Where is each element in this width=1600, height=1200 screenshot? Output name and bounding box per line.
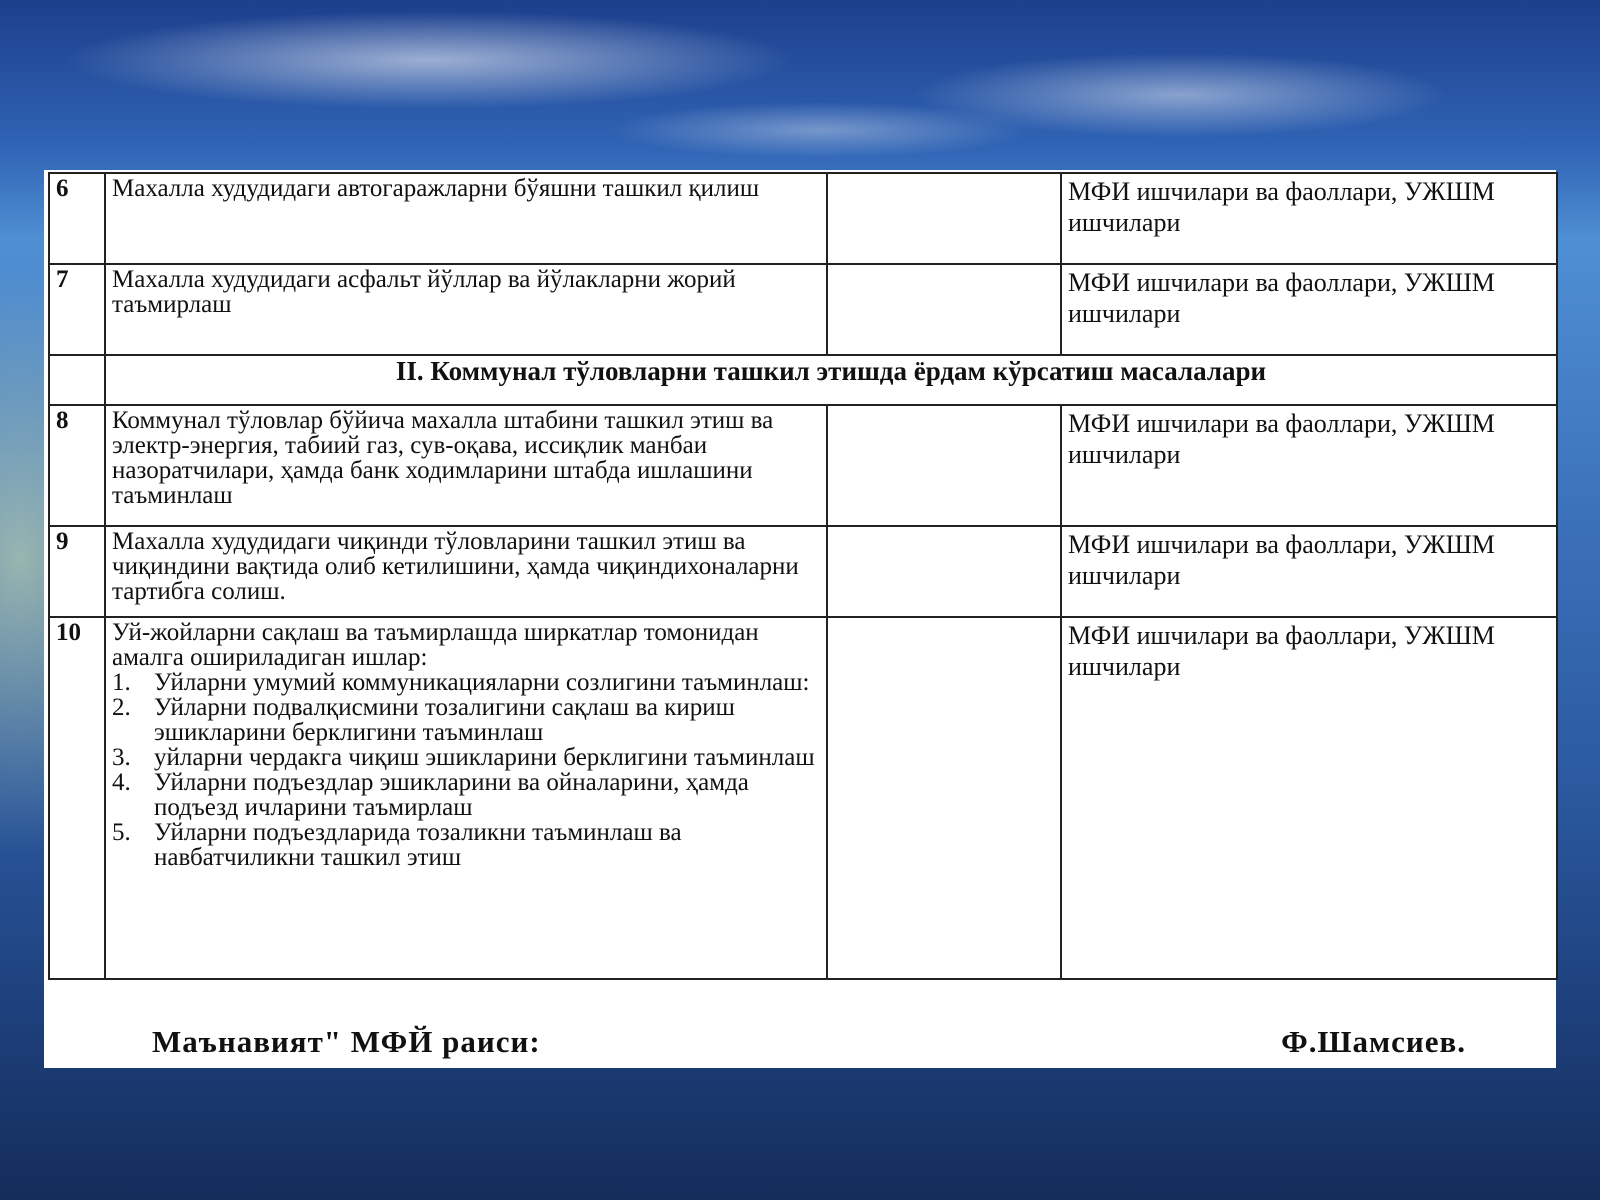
row-number: 6 <box>49 173 105 264</box>
task-cell: Махалла худудидаги асфальт йўллар ва йўлакларни жорий таъмирлаш <box>105 264 827 355</box>
row-number: 7 <box>49 264 105 355</box>
table-row <box>49 264 1557 355</box>
list-item <box>112 694 820 746</box>
list-item-text: Уйларни подвалқисмини тозалигини сақлаш ва кириш эшикларини берклигини таъминлаш <box>154 694 735 746</box>
task-cell: Махалла худудидаги чиқинди тўловларини ташкил этиш ва чиқиндини вақтида олиб кетилишини, ҳамда чиқиндихоналарни тартибга солиш. <box>105 526 827 617</box>
task-cell <box>105 617 827 979</box>
responsible-cell: МФИ ишчилари ва фаоллари, УЖШМ ишчилари <box>1061 617 1557 979</box>
table-row <box>49 617 1557 979</box>
plan-table <box>48 172 1558 980</box>
deadline-cell <box>827 526 1061 617</box>
responsible-cell: МФИ ишчилари ва фаоллари, УЖШМ ишчилари <box>1061 405 1557 526</box>
task-cell: Махалла худудидаги автогаражларни бўяшни ташкил қилиш <box>105 173 827 264</box>
list-item <box>112 769 820 821</box>
section-row <box>49 355 1557 405</box>
list-item-text: Уйларни подъездлар эшикларини ва ойналарини, ҳамда подъезд ичларини таъмирлаш <box>154 769 749 821</box>
deadline-cell <box>827 264 1061 355</box>
table-row <box>49 405 1557 526</box>
signatory-name: Ф.Шамсиев. <box>1281 1024 1466 1059</box>
deadline-cell <box>827 173 1061 264</box>
list-item-number: 2. <box>112 694 131 721</box>
row-number: 10 <box>49 617 105 979</box>
responsible-cell: МФИ ишчилари ва фаоллари, УЖШМ ишчилари <box>1061 526 1557 617</box>
task-cell: Коммунал тўловлар бўйича махалла штабини ташкил этиш ва электр-энергия, табиий газ, сув-оқава, иссиқлик манбаи назоратчилари, ҳамда банк ходимларини штабда ишлашини таъминлаш <box>105 405 827 526</box>
signature-line <box>44 1024 1556 1060</box>
signatory-role: Маънавият" МФЙ раиси: <box>152 1024 541 1059</box>
table-row <box>49 173 1557 264</box>
table-row <box>49 526 1557 617</box>
section-number-cell <box>49 355 105 405</box>
task-subitems <box>112 670 820 870</box>
list-item-number: 3. <box>112 744 131 771</box>
list-item-text: Уйларни умумий коммуникацияларни созлигини таъминлаш: <box>154 669 810 696</box>
list-item <box>112 819 820 871</box>
list-item <box>112 744 820 771</box>
section-title: II. Коммунал тўловларни ташкил этишда ёрдам кўрсатиш масалалари <box>105 355 1557 405</box>
row-number: 9 <box>49 526 105 617</box>
document-sheet <box>44 170 1556 1068</box>
list-item-text: уйларни чердакга чиқиш эшикларини берклигини таъминлаш <box>154 744 815 771</box>
list-item-number: 4. <box>112 769 131 796</box>
deadline-cell <box>827 405 1061 526</box>
responsible-cell: МФИ ишчилари ва фаоллари, УЖШМ ишчилари <box>1061 173 1557 264</box>
deadline-cell <box>827 617 1061 979</box>
responsible-cell: МФИ ишчилари ва фаоллари, УЖШМ ишчилари <box>1061 264 1557 355</box>
task-intro: Уй-жойларни сақлаш ва таъмирлашда ширкатлар томонидан амалга ошириладиган ишлар: <box>112 619 759 671</box>
list-item <box>112 669 820 696</box>
list-item-text: Уйларни подъездларида тозаликни таъминлаш ва навбатчиликни ташкил этиш <box>154 819 682 871</box>
list-item-number: 5. <box>112 819 131 846</box>
list-item-number: 1. <box>112 669 131 696</box>
row-number: 8 <box>49 405 105 526</box>
